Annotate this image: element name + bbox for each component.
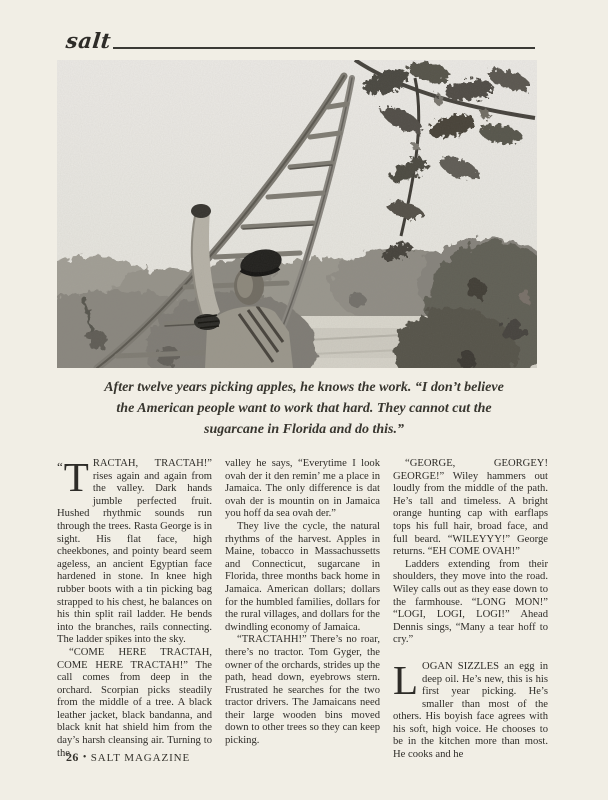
orchard-photo-art [57, 60, 537, 368]
paragraph-text: RACTAH, TRACTAH!” rises again and again from the valley. Dark hands jumble perfected fruit. Hushed rhythmic sounds run through the trees. Rasta George is in sight. His flat face, high cheekbones, and pointy beard seem ageless, an ancient Egyptian face hardened in stone. In knee high rubber boots with a tin picking bag strapped to his chest, he balances on his thin split rail ladder. He bends into the branches, rails connecting. The ladder spikes into the sky. [57, 458, 212, 646]
footer-bullet: • [82, 752, 87, 763]
paragraph: They live the cycle, the natural rhythms of the harvest. Apples in Maine, tobacco in Massachussetts and Connecticut, sugarcane in Florida, three months back home in Jamaica. American dollars; dollars for the humbled families, dollars for the rural villages, and dollars for the dwindling economy of Jamaica. [225, 520, 380, 633]
orchard-photo [57, 60, 537, 368]
photo-grain-overlay [57, 60, 537, 368]
dropcap-letter: L [393, 656, 419, 703]
masthead-rule [113, 47, 535, 49]
paragraph [393, 656, 548, 762]
paragraph: “COME HERE TRACTAH, COME HERE TRACTAH!” The call comes from deep in the orchard. Scorpian picks steadily from the middle of a tree. A black leather jacket, black bandanna, and black knit hat shield him from the day’s harsh cleansing air. Turning to the [57, 646, 212, 759]
paragraph: valley he says, “Everytime I look ovah der it den remin’ me a place in Jamaica. The only difference is dat ovah der is mountin on in Jamaica you hoff da sea ovah der.” [225, 458, 380, 520]
paragraph-text: OGAN SIZZLES an egg in deep oil. He’s new, this is his first year picking. He’s smaller than most of the others. His boyish face agrees with his soft, high voice. He chooses to be in the kitchen more than most. He cooks and he [393, 660, 548, 761]
dropcap-letter: T [63, 454, 89, 500]
magazine-name: SALT MAGAZINE [90, 752, 191, 764]
paragraph: “GEORGE, GEORGEY! GEORGE!” Wiley hammers out loudly from the middle of the path. He’s tall and timeless. A bright orange hunting cap with earflaps tops his full hair, broad face, and full beard. “WILEYYY!” George returns. “EH COME OVAH!” [393, 458, 548, 558]
dropcap-open-quote: “ [57, 459, 63, 474]
article-body [57, 454, 549, 762]
dropcap-wrap [393, 656, 419, 703]
column-1 [57, 454, 212, 762]
dropcap-wrap [57, 454, 89, 500]
page-number: 26 [66, 750, 79, 764]
column-2 [225, 458, 380, 762]
paragraph: “TRACTAHH!” There’s no roar, there’s no tractor. Tom Gyger, the owner of the orchards, strides up the path, head down, eyebrows stern. Frustrated he searches for the two tractor drivers. The Jamaicans need their large wooden bins moved down to other trees so they can keep picking. [225, 634, 380, 747]
column-3 [393, 458, 548, 762]
page-footer [66, 750, 190, 765]
magazine-title: salt [64, 28, 113, 53]
masthead [66, 30, 535, 52]
photo-caption: After twelve years picking apples, he knows the work. “I don’t believe the American people want to work that hard. They cannot cut the sugarcane in Florida and do this.” [104, 380, 504, 437]
paragraph [57, 454, 212, 647]
paragraph: Ladders extending from their shoulders, they move into the road. Wiley calls out as they ease down to the farmhouse. “LONG MON!” “LOGI, LOGI, LOGI!” Ahead Dennis sings, “Many a tear hoff to cry.” [393, 558, 548, 646]
